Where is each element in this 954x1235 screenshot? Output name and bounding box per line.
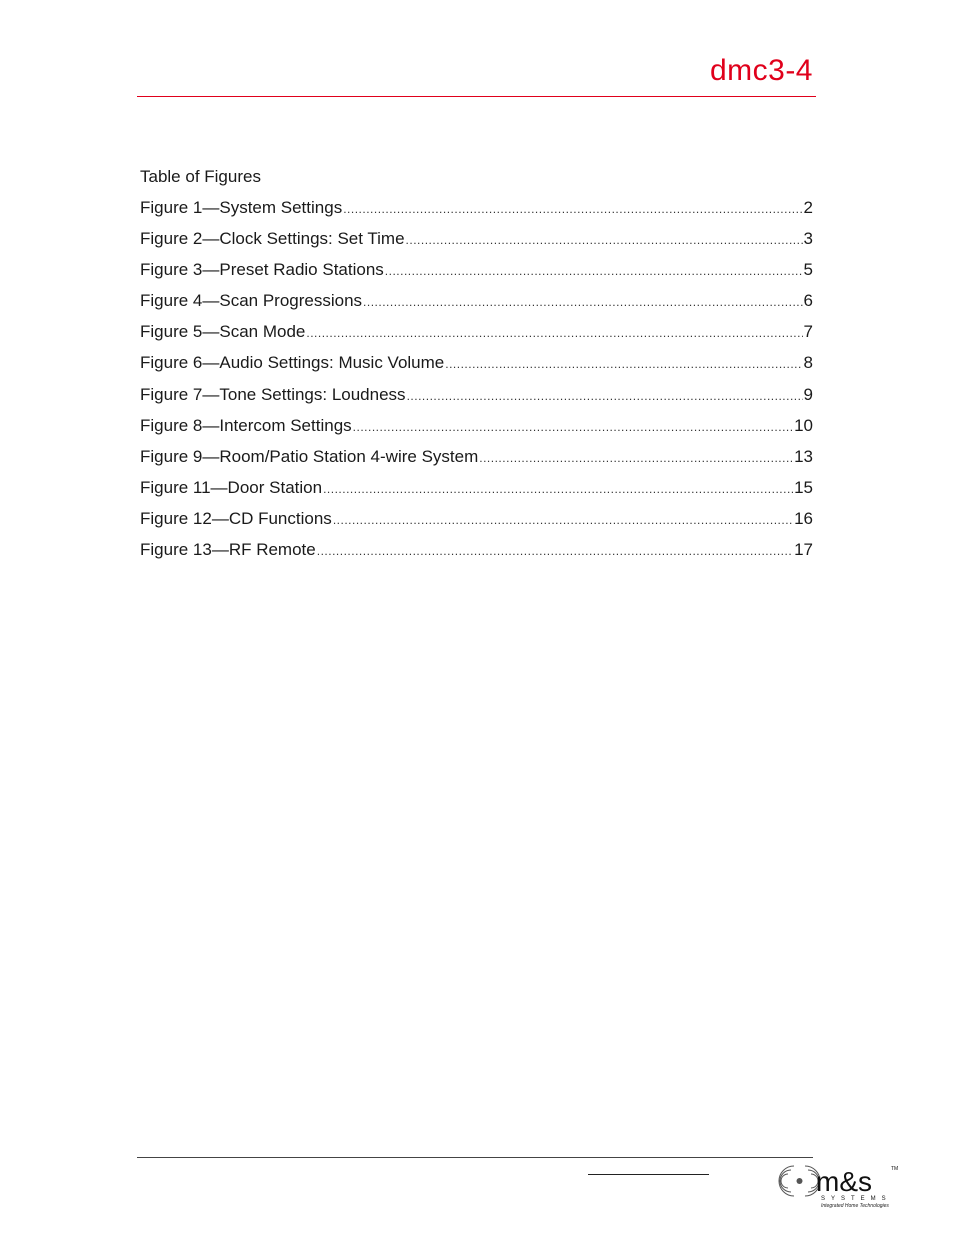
logo-trademark: TM xyxy=(891,1166,899,1172)
toc-leader-dots xyxy=(407,385,803,407)
toc-leader-dots xyxy=(385,260,803,282)
toc-entry[interactable] xyxy=(140,539,813,570)
toc-entry[interactable] xyxy=(140,415,813,446)
toc-entry-page: 7 xyxy=(803,322,813,342)
toc-entry-label: Figure 4—Scan Progressions xyxy=(140,291,363,311)
toc-entry[interactable] xyxy=(140,228,813,259)
toc-entry-label: Figure 7—Tone Settings: Loudness xyxy=(140,384,406,404)
toc-entry[interactable] xyxy=(140,290,813,321)
toc-entry-page: 9 xyxy=(803,384,813,404)
toc-entry-page: 2 xyxy=(803,198,813,217)
toc-heading: Table of Figures xyxy=(140,167,261,186)
toc-leader-dots xyxy=(445,353,802,375)
toc-entry-page: 5 xyxy=(803,260,813,280)
toc-entry-label: Figure 2—Clock Settings: Set Time xyxy=(140,229,405,249)
document-title: dmc3-4 xyxy=(709,54,813,87)
toc-leader-dots xyxy=(353,416,793,438)
toc-leader-dots xyxy=(333,509,793,531)
toc-entry-label: Figure 13—RF Remote xyxy=(140,540,316,560)
toc-entry[interactable] xyxy=(140,446,813,477)
toc-entry-label: Figure 12—CD Functions xyxy=(140,508,332,528)
toc-entry-label: Figure 1—System Settings xyxy=(140,198,343,217)
toc-entry-label: Figure 11—Door Station xyxy=(140,477,323,497)
toc-leader-dots xyxy=(317,540,793,562)
toc-entry-page: 6 xyxy=(803,291,813,311)
toc-entry[interactable] xyxy=(140,321,813,352)
toc-entry-page: 8 xyxy=(803,353,813,373)
toc-entry-label: Figure 6—Audio Settings: Music Volume xyxy=(140,353,445,373)
toc-entry-page: 17 xyxy=(794,540,813,560)
header-divider xyxy=(137,96,816,97)
toc-entry-page: 10 xyxy=(794,415,813,435)
toc-leader-dots xyxy=(306,322,802,344)
toc-entry-label: Figure 3—Preset Radio Stations xyxy=(140,260,384,280)
toc-leader-dots xyxy=(363,291,802,313)
footer-short-rule xyxy=(588,1174,709,1175)
toc-leader-dots xyxy=(343,198,802,220)
footer-divider xyxy=(137,1157,813,1158)
logo-subbrand: SYSTEMS xyxy=(821,1196,892,1202)
toc-entry-page: 13 xyxy=(794,446,813,466)
toc-entry-label: Figure 8—Intercom Settings xyxy=(140,415,352,435)
table-of-figures xyxy=(140,166,813,570)
toc-leader-dots xyxy=(406,229,803,251)
toc-entry[interactable] xyxy=(140,477,813,508)
toc-entry-page: 3 xyxy=(803,229,813,249)
toc-entry[interactable] xyxy=(140,197,813,228)
toc-entry[interactable] xyxy=(140,352,813,383)
toc-entry[interactable] xyxy=(140,259,813,290)
toc-leader-dots xyxy=(479,447,793,469)
toc-entry-label: Figure 9—Room/Patio Station 4-wire System xyxy=(140,446,479,466)
toc-entry[interactable] xyxy=(140,508,813,539)
ms-systems-logo-icon xyxy=(778,1161,902,1211)
toc-entry-page: 15 xyxy=(794,477,813,497)
logo-tagline: Integrated Home Technologies xyxy=(821,1203,889,1209)
toc-entry-label: Figure 5—Scan Mode xyxy=(140,322,306,342)
toc-entry-page: 16 xyxy=(794,508,813,528)
toc-entry[interactable] xyxy=(140,384,813,415)
toc-leader-dots xyxy=(323,478,793,500)
logo-brand: m&s xyxy=(816,1166,872,1197)
